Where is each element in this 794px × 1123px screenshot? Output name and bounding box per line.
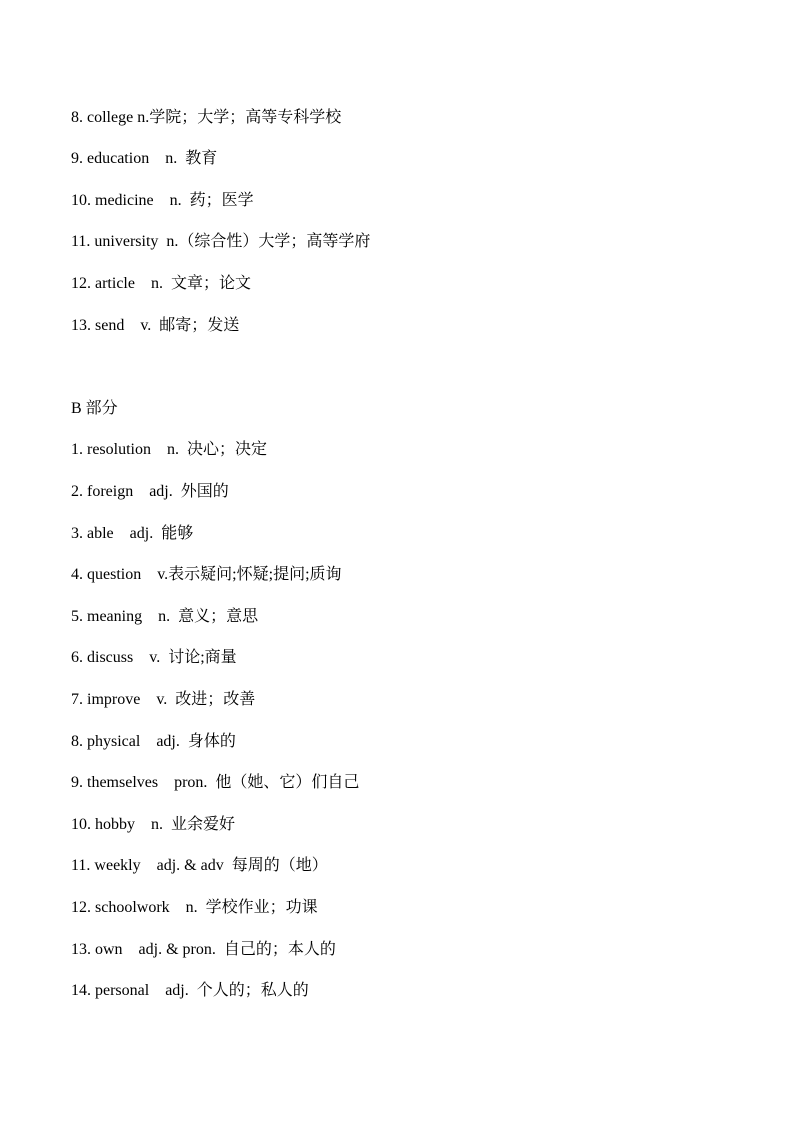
- vocab-entry-weekly: 11. weekly adj. & adv 每周的（地）: [71, 857, 328, 874]
- vocab-entry-question: 4. question v.表示疑问;怀疑;提问;质询: [71, 566, 342, 583]
- vocab-entry-resolution: 1. resolution n. 决心；决定: [71, 441, 267, 458]
- vocab-entry-medicine: 10. medicine n. 药；医学: [71, 192, 254, 209]
- vocab-entry-education: 9. education n. 教育: [71, 150, 218, 167]
- vocab-entry-schoolwork: 12. schoolwork n. 学校作业；功课: [71, 899, 318, 916]
- vocab-entry-able: 3. able adj. 能够: [71, 525, 194, 542]
- vocab-entry-improve: 7. improve v. 改进；改善: [71, 691, 256, 708]
- vocab-entry-own: 13. own adj. & pron. 自己的；本人的: [71, 941, 336, 958]
- vocab-entry-meaning: 5. meaning n. 意义；意思: [71, 608, 259, 625]
- section-heading-part-b: B 部分: [71, 400, 118, 417]
- vocab-entry-send: 13. send v. 邮寄；发送: [71, 317, 240, 334]
- vocab-entry-college: 8. college n.学院；大学；高等专科学校: [71, 109, 342, 126]
- vocab-entry-university: 11. university n.（综合性）大学；高等学府: [71, 233, 371, 250]
- vocab-entry-foreign: 2. foreign adj. 外国的: [71, 483, 229, 500]
- vocab-entry-discuss: 6. discuss v. 讨论;商量: [71, 649, 237, 666]
- vocab-entry-personal: 14. personal adj. 个人的；私人的: [71, 982, 309, 999]
- vocab-entry-article: 12. article n. 文章；论文: [71, 275, 251, 292]
- vocab-entry-themselves: 9. themselves pron. 他（她、它）们自己: [71, 774, 360, 791]
- vocab-entry-physical: 8. physical adj. 身体的: [71, 733, 236, 750]
- vocab-entry-hobby: 10. hobby n. 业余爱好: [71, 816, 236, 833]
